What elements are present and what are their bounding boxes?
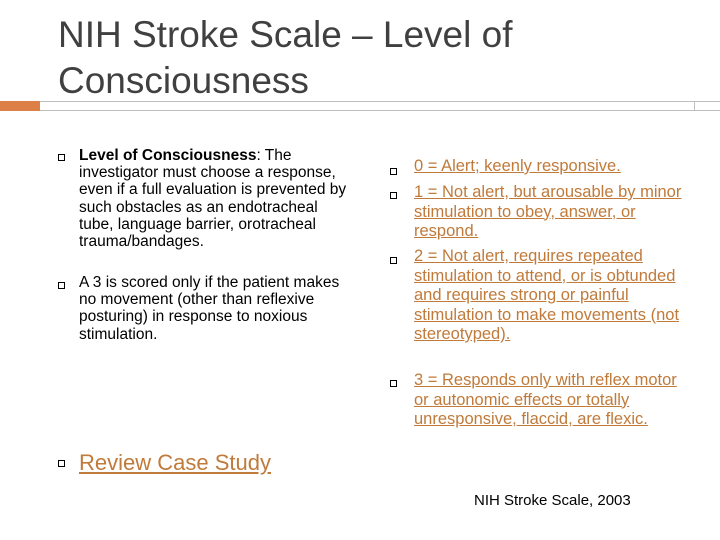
- bullet-square-icon: [390, 168, 397, 175]
- bullet-square-icon: [58, 282, 65, 289]
- slide-title: NIH Stroke Scale – Level of Consciousness: [58, 14, 513, 101]
- bullet-square-icon: [390, 192, 397, 199]
- bullet-square-icon: [58, 460, 65, 467]
- left-item-bold: Level of Consciousness: [79, 147, 257, 164]
- score-item-3[interactable]: 3 = Responds only with reflex motor or autonomic effects or totally unresponsive, flaccid, are flexic.: [414, 371, 677, 428]
- left-item-text: : The investigator must choose a response, even if a full evaluation is prevented by such obstacles as an endotracheal tube, language barrier, orotracheal trauma/bandages.: [79, 147, 347, 251]
- left-item-text: A 3 is scored only if the patient makes no movement (other than reflexive posturing) in response to noxious stimulation.: [79, 274, 340, 343]
- bullet-square-icon: [390, 257, 397, 264]
- bullet-square-icon: [390, 380, 397, 387]
- bullet-square-icon: [58, 154, 65, 161]
- left-item-score3: [79, 274, 354, 343]
- review-case-study-link[interactable]: Review Case Study: [79, 450, 271, 475]
- title-divider-line: [40, 101, 720, 111]
- title-accent-bar: [0, 101, 40, 111]
- score-item-2[interactable]: 2 = Not alert, requires repeated stimulation to attend, or is obtunded and requires strong or painful stimulation to make movements (not stereotyped).: [414, 247, 680, 343]
- citation: NIH Stroke Scale, 2003: [474, 492, 631, 509]
- score-item-1[interactable]: 1 = Not alert, but arousable by minor stimulation to obey, answer, or respond.: [414, 183, 682, 240]
- left-item-loc: [79, 147, 354, 250]
- score-item-0[interactable]: 0 = Alert; keenly responsive.: [414, 157, 621, 175]
